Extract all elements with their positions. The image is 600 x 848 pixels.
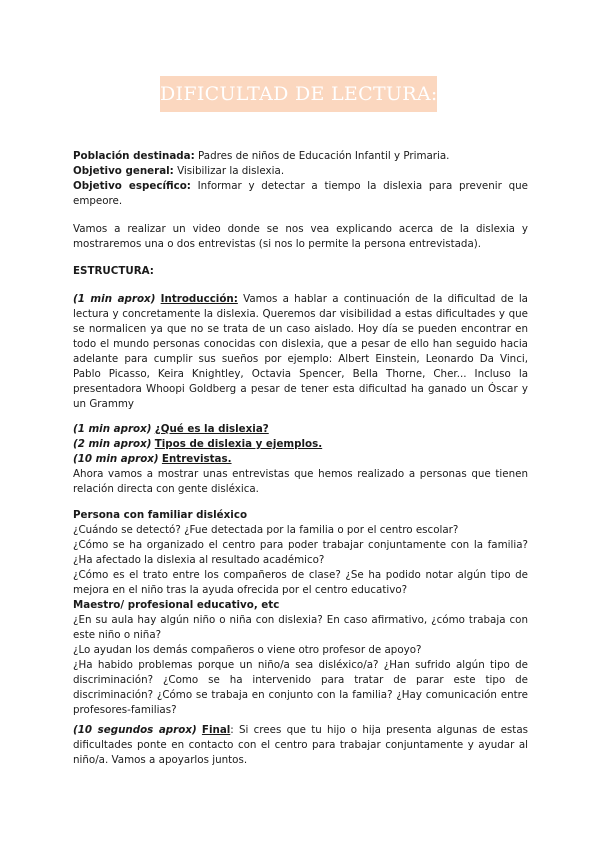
section-time: (1 min aprox) bbox=[73, 423, 152, 435]
objetivo-especifico-line bbox=[73, 179, 528, 209]
final-time: (10 segundos aprox) bbox=[73, 724, 197, 736]
title-banner bbox=[160, 76, 544, 112]
familiar-question: ¿Cómo se ha organizado el centro para poder trabajar conjuntamente con la familia? ¿Ha afectado la dislexia al resultado académico? bbox=[73, 539, 528, 566]
introduccion-paragraph bbox=[73, 292, 528, 412]
familiar-question: ¿Cómo es el trato entre los compañeros de clase? ¿Se ha podido notar algún tipo de mejora en el niño tras la ayuda ofrecida por el centro educativo? bbox=[73, 569, 528, 596]
objetivo-general-label: Objetivo general: bbox=[73, 165, 174, 177]
section-item bbox=[73, 422, 528, 437]
section-time: (2 min aprox) bbox=[73, 438, 152, 450]
maestro-heading: Maestro/ profesional educativo, etc bbox=[73, 599, 280, 611]
poblacion-line bbox=[73, 149, 528, 164]
section-time: (10 min aprox) bbox=[73, 453, 159, 465]
introduccion-time: (1 min aprox) bbox=[73, 293, 156, 305]
entrevistas-text: Ahora vamos a mostrar unas entrevistas que hemos realizado a personas que tienen relación directa con gente disléxica. bbox=[73, 468, 528, 495]
page-title: DIFICULTAD DE LECTURA: DISLEXIA bbox=[160, 83, 544, 105]
familiar-heading: Persona con familiar disléxico bbox=[73, 509, 248, 521]
maestro-question: ¿En su aula hay algún niño o niña con dislexia? En caso afirmativo, ¿cómo trabaja con este niño o niña? bbox=[73, 614, 528, 641]
section-title: Entrevistas. bbox=[161, 453, 232, 465]
final-text: : Si crees que tu hijo o hija presenta algunas de estas dificultades ponte en contacto con el centro para trabajar conjuntamente y ayudar al niño/a. Vamos a apoyarlos juntos. bbox=[73, 724, 528, 766]
introduccion-text: Vamos a hablar a continuación de la dificultad de la lectura y concretamente la dislexia. Queremos dar visibilidad a estas dificultades y que se normalicen ya que no se trata de un caso aislado. Hoy día se pueden encontrar en todo el mundo personas conocidas con dislexia, que a pesar de ello han seguido hacia adelante para cumplir sus sueños por ejemplo: Albert Einstein, Leonardo Da Vinci, Pablo Picasso, Keira Knightley, Octavia Spencer, Bella Thorne, Cher... Incluso la presentadora Whoopi Goldberg a pesar de tener esta dificultad ha ganado un Óscar y un Grammy bbox=[73, 293, 528, 410]
objetivo-especifico-label: Objetivo específico: bbox=[73, 180, 191, 192]
section-item bbox=[73, 452, 528, 467]
estructura-heading: ESTRUCTURA: bbox=[73, 265, 154, 277]
intro-text: Vamos a realizar un video donde se nos vea explicando acerca de la dislexia y mostraremos una o dos entrevistas (si nos lo permite la persona entrevistada). bbox=[73, 223, 528, 250]
intro-paragraph bbox=[73, 222, 528, 252]
estructura-heading-block bbox=[73, 264, 528, 279]
section-item bbox=[73, 437, 528, 452]
poblacion-value: Padres de niños de Educación Infantil y Primaria. bbox=[194, 150, 450, 162]
sections-list bbox=[73, 422, 528, 497]
section-title: Tipos de dislexia y ejemplos. bbox=[154, 438, 323, 450]
info-block bbox=[73, 149, 528, 209]
interview-block bbox=[73, 508, 528, 718]
objetivo-general-line bbox=[73, 164, 528, 179]
maestro-question: ¿Ha habido problemas porque un niño/a sea disléxico/a? ¿Han sufrido algún tipo de discriminación? ¿Como se ha intervenido para tratar de parar este tipo de discriminación? ¿Cómo se trabaja en conjunto con la familia? ¿Hay comunicación entre profesores-familias? bbox=[73, 659, 528, 716]
maestro-question: ¿Lo ayudan los demás compañeros o viene otro profesor de apoyo? bbox=[73, 644, 422, 656]
final-title: Final bbox=[201, 724, 231, 736]
section-title: ¿Qué es la dislexia? bbox=[154, 423, 269, 435]
introduccion-title: Introducción: bbox=[160, 293, 238, 305]
poblacion-label: Población destinada: bbox=[73, 150, 195, 162]
familiar-question: ¿Cuándo se detectó? ¿Fue detectada por la familia o por el centro escolar? bbox=[73, 524, 459, 536]
objetivo-general-value: Visibilizar la dislexia. bbox=[173, 165, 285, 177]
objetivo-especifico-value: Informar y detectar a tiempo la dislexia para prevenir que empeore. bbox=[73, 180, 528, 207]
final-paragraph bbox=[73, 723, 528, 768]
